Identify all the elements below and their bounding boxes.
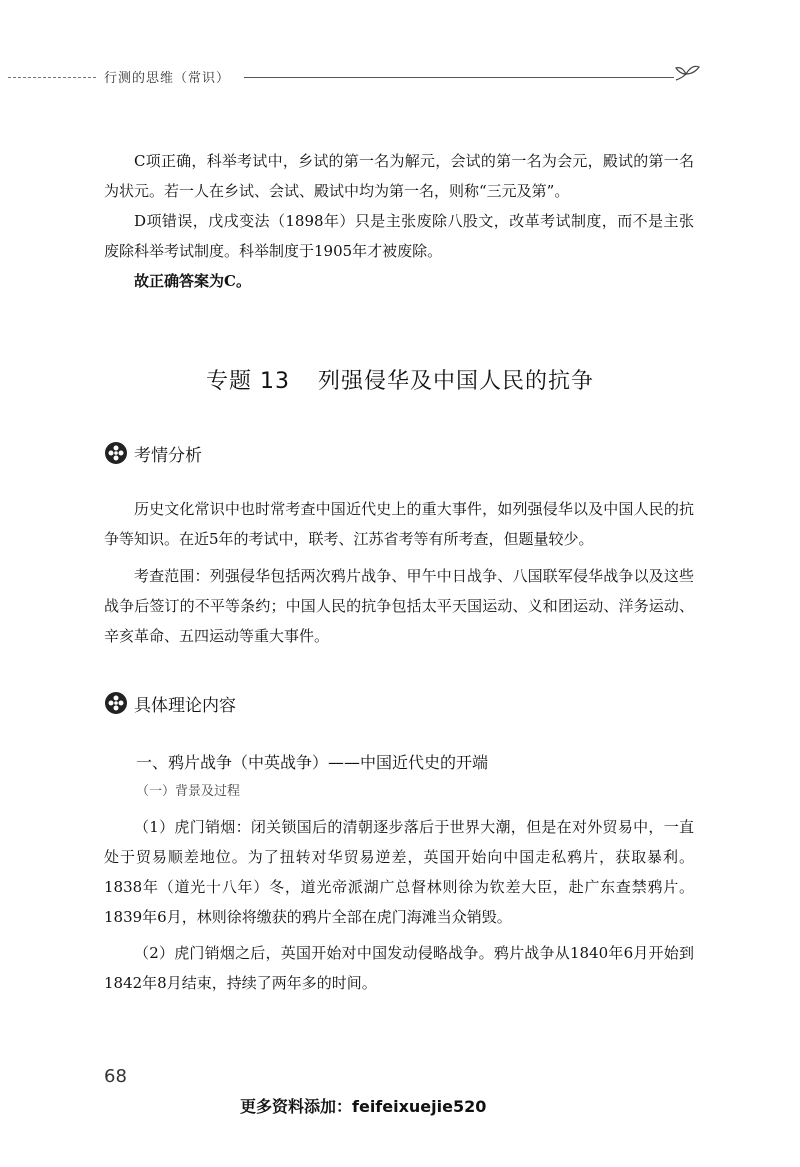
header-rule-right (244, 77, 674, 78)
topic-name: 列强侵华及中国人民的抗争 (317, 369, 594, 394)
section-heading-text: 具体理论内容 (134, 695, 236, 716)
analysis-paragraph-1: 历史文化常识中也时常考查中国近代史上的重大事件，如列强侵华以及中国人民的抗争等知识。在近5年的考试中，联考、江苏省考等有所考查，但题量较少。 (104, 500, 694, 548)
topic-title (0, 364, 800, 395)
sprout-icon (672, 62, 702, 84)
section-heading-text: 考情分析 (134, 445, 202, 466)
footer-note: 更多资料添加：feifeixuejie520 (240, 1097, 487, 1116)
answer-conclusion: 故正确答案为C。 (134, 272, 251, 290)
theory-paragraph-1: （1）虎门销烟：闭关锁国后的清朝逐步落后于世界大潮，但是在对外贸易中，一直处于贸易顺差地位。为了扭转对华贸易逆差，英国开始向中国走私鸦片，获取暴利。1838年（道光十八年）冬，道光帝派湖广总督林则徐为钦差大臣，赴广东查禁鸦片。1839年6月，林则徐将缴获的鸦片全部在虎门海滩当众销毁。 (104, 818, 694, 926)
topic-number: 专题 13 (205, 369, 290, 394)
analysis-paragraph-2: 考查范围：列强侵华包括两次鸦片战争、甲午中日战争、八国联军侵华战争以及这些战争后签订的不平等条约；中国人民的抗争包括太平天国运动、义和团运动、洋务运动、辛亥革命、五四运动等重大事件。 (104, 567, 694, 645)
answer-paragraph-d: D项错误，戊戌变法（1898年）只是主张废除八股文，改革考试制度，而不是主张废除科举考试制度。科举制度于1905年才被废除。 (104, 212, 694, 260)
page-number: 68 (104, 1066, 127, 1087)
flower-bullet-icon (104, 691, 128, 715)
section-heading-analysis (104, 440, 202, 466)
running-header (0, 62, 800, 92)
header-rule-left (8, 77, 96, 78)
running-title: 行测的思维（常识） (104, 71, 231, 86)
theory-paragraph-2: （2）虎门销烟之后，英国开始对中国发动侵略战争。鸦片战争从1840年6月开始到1842年8月结束，持续了两年多的时间。 (104, 944, 694, 992)
subheading-opium-war: 一、鸦片战争（中英战争）——中国近代史的开端 (136, 753, 489, 772)
flower-bullet-icon (104, 441, 128, 465)
answer-paragraph-c: C项正确，科举考试中，乡试的第一名为解元，会试的第一名为会元，殿试的第一名为状元。若一人在乡试、会试、殿试中均为第一名，则称“三元及第”。 (104, 152, 694, 200)
subheading-background: （一）背景及过程 (136, 784, 241, 799)
section-heading-theory (104, 690, 236, 716)
